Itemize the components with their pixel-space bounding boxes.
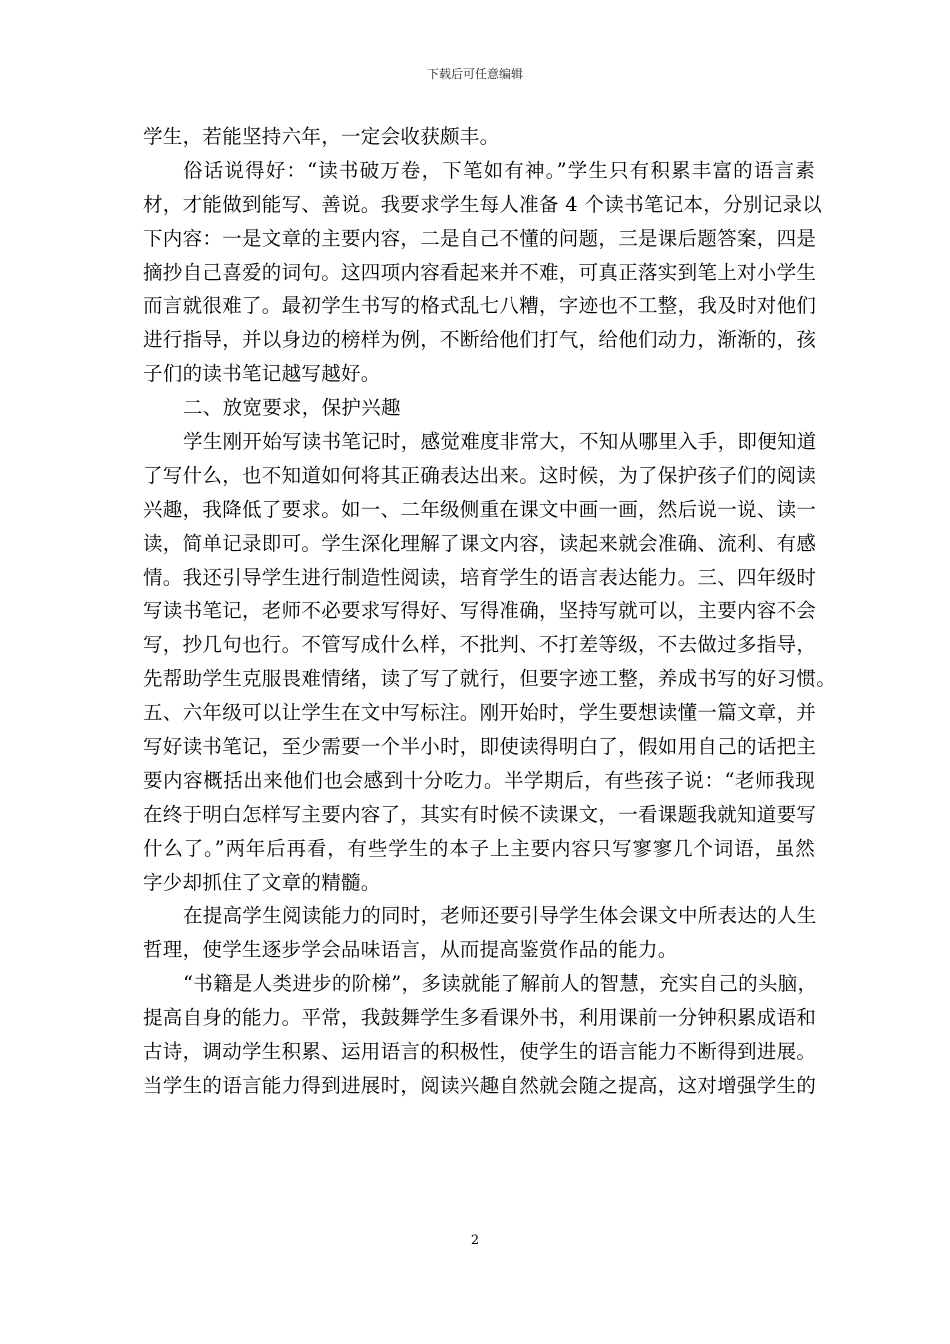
text-line: 哲理，使学生逐步学会品味语言，从而提高鉴赏作品的能力。 [143,938,678,962]
text-line: 俗话说得好：“读书破万卷，下笔如有神。”学生只有积累丰富的语言素 [183,158,815,182]
text-line: 字少却抓住了文章的精髓。 [143,870,381,894]
text-line: 写读书笔记，老师不必要求写得好、写得准确，坚持写就可以，主要内容不会 [143,599,817,623]
text-line: 兴趣，我降低了要求。如一、二年级侧重在课文中画一画，然后说一说、读一 [143,497,817,521]
page-header: 下载后可任意编辑 [426,67,523,81]
text-line: 子们的读书笔记越写越好。 [143,362,381,386]
text-line: 了写什么，也不知道如何将其正确表达出来。这时候，为了保护孩子们的阅读 [143,463,817,487]
text-line: “书籍是人类进步的阶梯”，多读就能了解前人的智慧，充实自己的头脑， [183,972,818,996]
text-line: 进行指导，并以身边的榜样为例，不断给他们打气，给他们动力，渐渐的，孩 [143,328,817,352]
text-line: 而言就很难了。最初学生书写的格式乱七八糟，字迹也不工整，我及时对他们 [143,294,817,318]
text-line: 材，才能做到能写、善说。我要求学生每人准备 4 个读书笔记本，分别记录以 [143,192,823,216]
text-line: 什么了。”两年后再看，有些学生的本子上主要内容只写寥寥几个词语，虽然 [143,836,815,860]
text-line: 当学生的语言能力得到进展时，阅读兴趣自然就会随之提高，这对增强学生的 [143,1073,817,1097]
text-line: 写，抄几句也行。不管写成什么样，不批判、不打差等级，不去做过多指导， [143,633,817,657]
section-heading: 二、放宽要求，保护兴趣 [183,396,401,420]
text-line: 古诗，调动学生积累、运用语言的积极性，使学生的语言能力不断得到进展。 [143,1040,817,1064]
text-line: 读，简单记录即可。学生深化理解了课文内容，读起来就会准确、流利、有感 [143,531,817,555]
text-line: 在终于明白怎样写主要内容了，其实有时候不读课文，一看课题我就知道要写 [143,802,817,826]
document-body [143,120,837,1103]
text-line: 要内容概括出来他们也会感到十分吃力。半学期后，有些孩子说：“老师我现 [143,768,815,792]
text-line: 学生，若能坚持六年，一定会收获颇丰。 [143,125,500,148]
text-line: 五、六年级可以让学生在文中写标注。刚开始时，学生要想读懂一篇文章，并 [143,701,817,725]
text-line: 在提高学生阅读能力的同时，老师还要引导学生体会课文中所表达的人生 [183,904,817,928]
text-line: 学生刚开始写读书笔记时，感觉难度非常大，不知从哪里入手，即便知道 [183,430,817,454]
text-line: 摘抄自己喜爱的词句。这四项内容看起来并不难，可真正落实到笔上对小学生 [143,260,817,284]
text-line: 下内容：一是文章的主要内容，二是自己不懂的问题，三是课后题答案，四是 [143,226,817,250]
text-line: 情。我还引导学生进行制造性阅读，培育学生的语言表达能力。三、四年级时 [143,565,817,589]
text-line: 提高自身的能力。平常，我鼓舞学生多看课外书，利用课前一分钟积累成语和 [143,1006,817,1030]
text-line: 先帮助学生克服畏难情绪，读了写了就行，但要字迹工整，养成书写的好习惯。 [143,667,837,691]
page-number: 2 [470,1233,480,1248]
text-line: 写好读书笔记，至少需要一个半小时，即使读得明白了，假如用自己的话把主 [143,735,817,759]
